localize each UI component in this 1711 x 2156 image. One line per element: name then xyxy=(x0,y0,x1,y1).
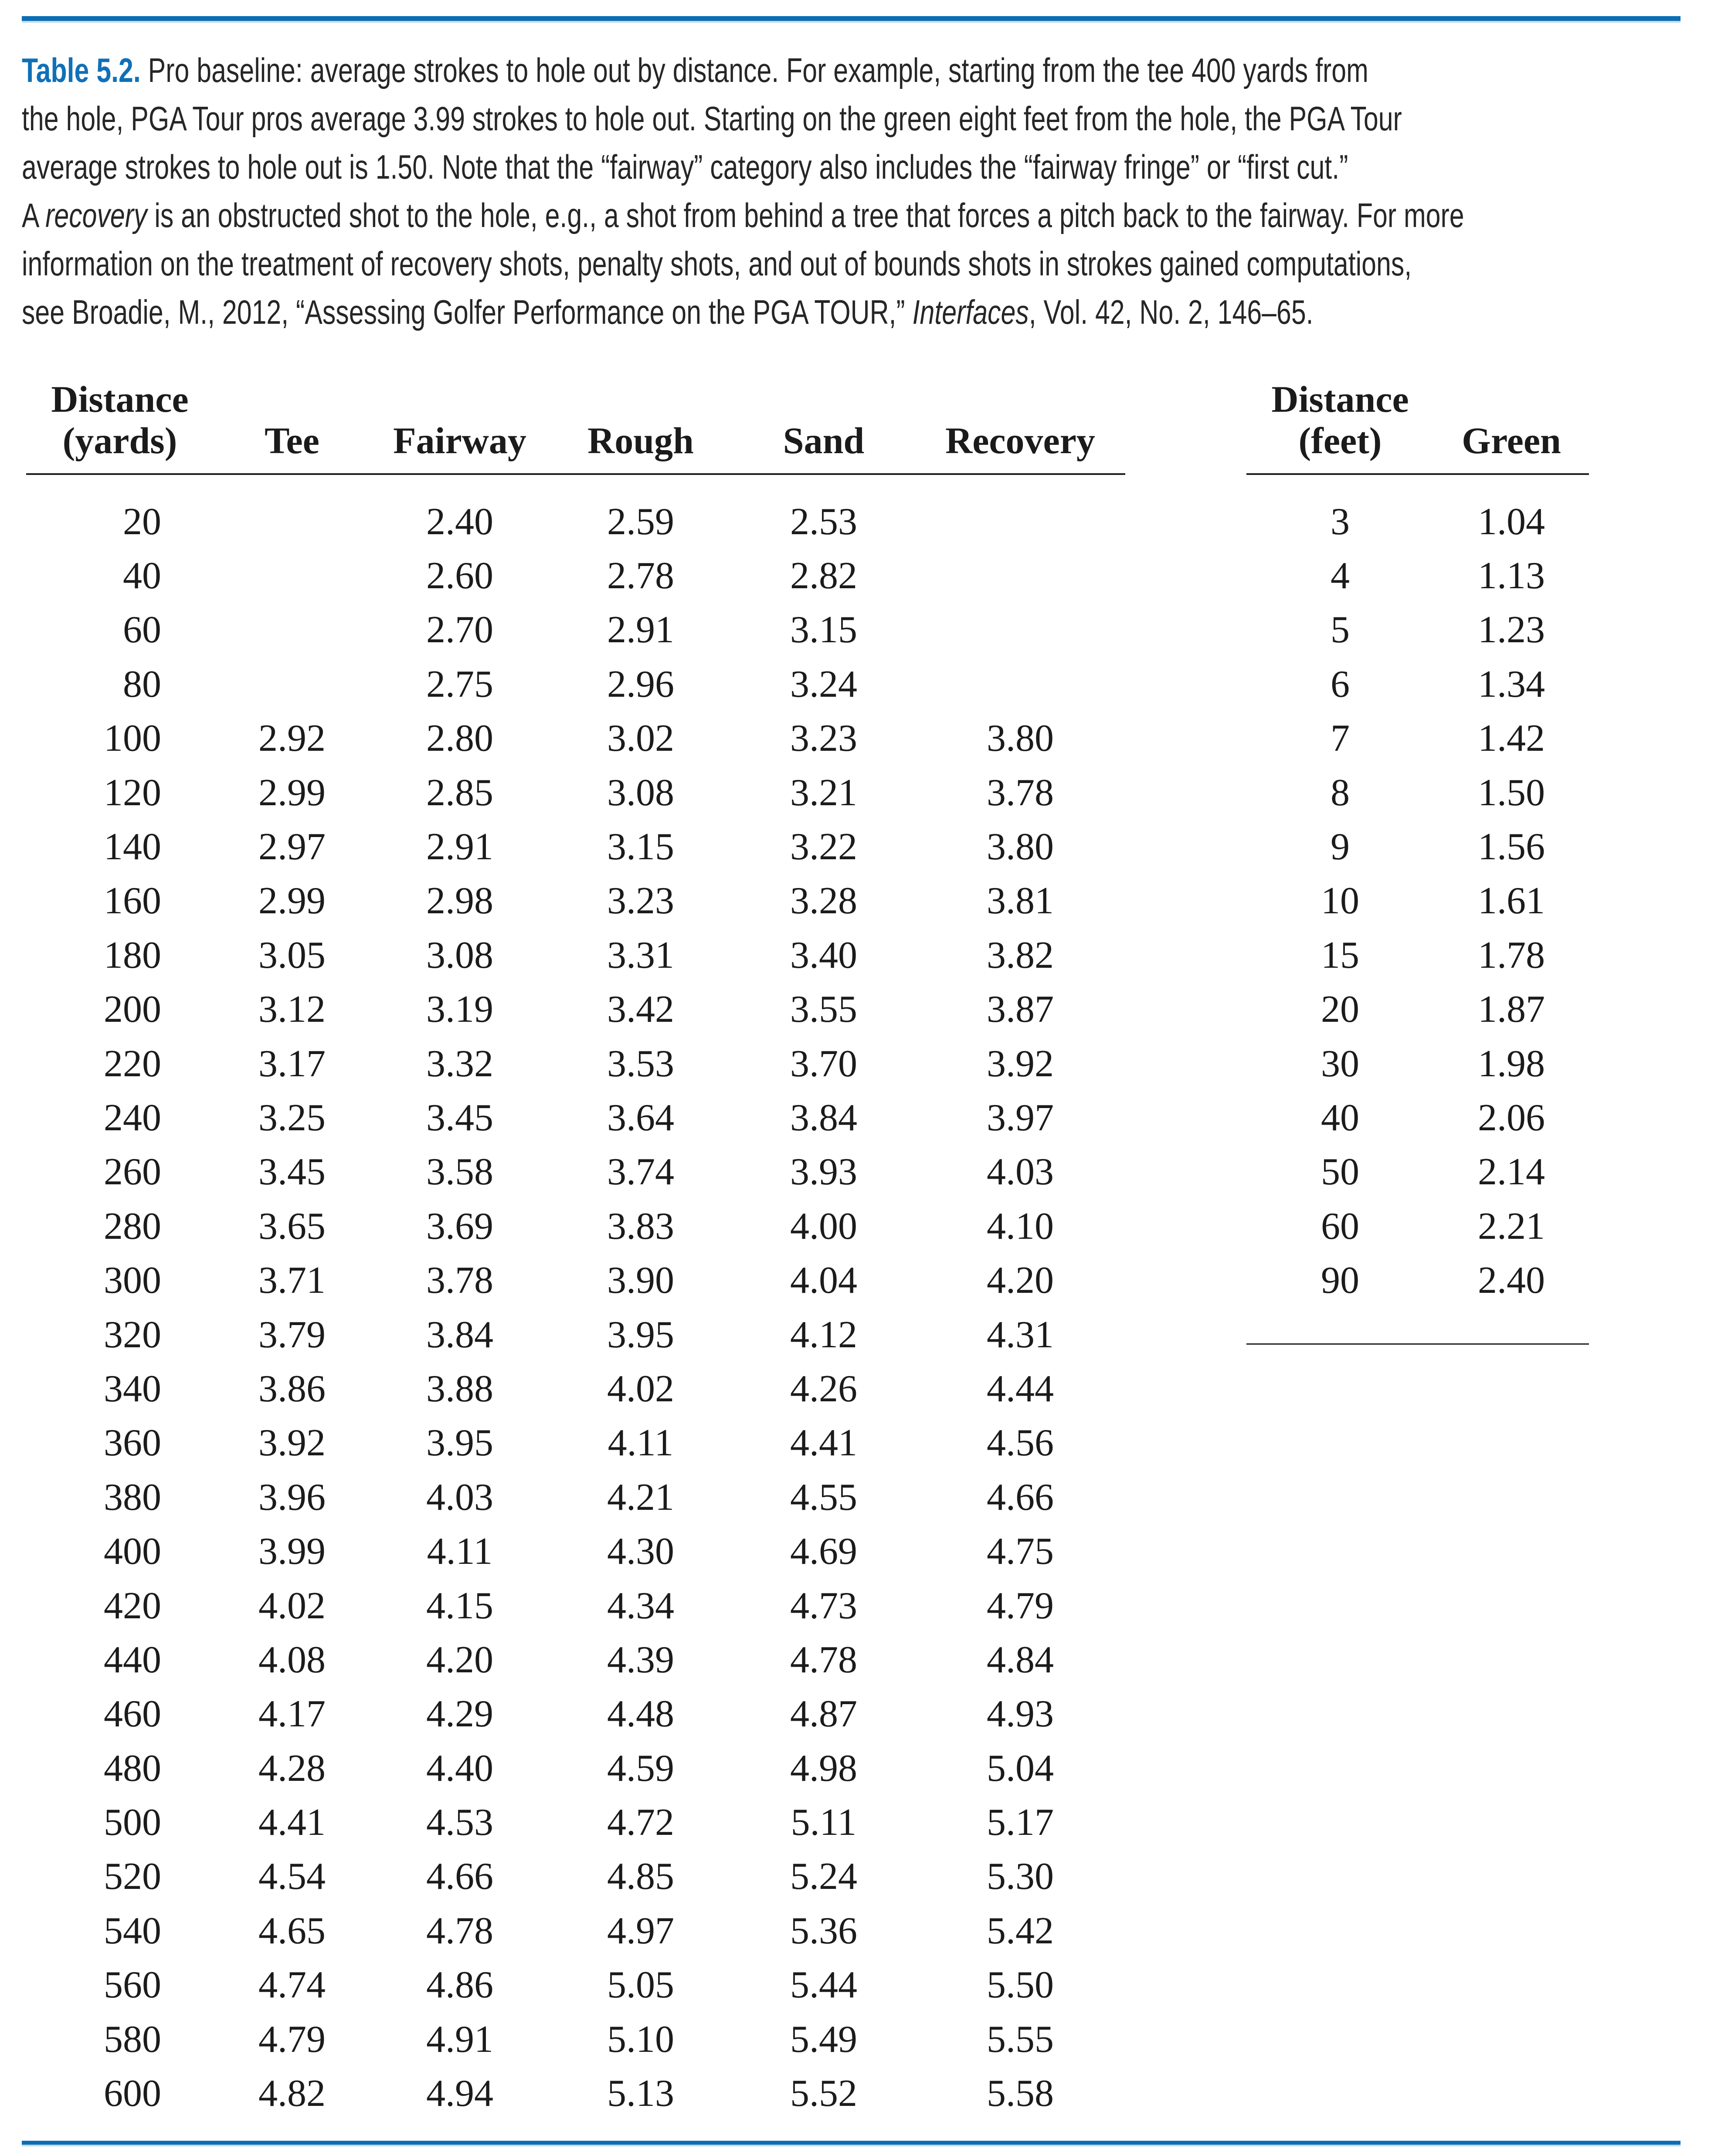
value-cell: 4.39 xyxy=(607,1638,674,1681)
row-distance: 50 xyxy=(1321,1151,1359,1193)
column-header: Fairway xyxy=(393,420,526,461)
value-cell: 1.23 xyxy=(1478,609,1545,651)
value-cell xyxy=(915,657,1125,711)
value-cell: 1.61 xyxy=(1478,880,1545,922)
value-cell: 3.87 xyxy=(987,988,1054,1031)
value-cell: 1.04 xyxy=(1478,500,1545,543)
row-distance: 80 xyxy=(123,663,161,705)
value-cell: 4.93 xyxy=(987,1693,1054,1736)
value-cell: 4.00 xyxy=(790,1205,857,1247)
value-cell: 3.15 xyxy=(607,826,674,868)
value-cell: 4.91 xyxy=(426,2018,493,2061)
value-cell: 5.36 xyxy=(790,1909,857,1952)
value-cell: 3.70 xyxy=(790,1042,857,1085)
row-distance: 100 xyxy=(104,717,161,760)
row-distance: 15 xyxy=(1321,934,1359,976)
column-header: Distance xyxy=(1271,378,1409,420)
value-cell: 4.72 xyxy=(607,1801,674,1844)
value-cell: 3.88 xyxy=(426,1367,493,1410)
column-header: (feet) xyxy=(1298,420,1382,461)
value-cell: 5.44 xyxy=(790,1964,857,2007)
value-cell: 2.40 xyxy=(426,500,493,543)
caption-text: average strokes to hole out is 1.50. Note that the “fairway” category also includes the “fairway fringe” or “first cut.” xyxy=(22,148,1348,186)
bottom-rule-bar xyxy=(22,2141,1680,2145)
value-cell: 3.95 xyxy=(426,1422,493,1464)
value-cell: 4.79 xyxy=(987,1584,1054,1627)
row-distance: 20 xyxy=(123,500,161,543)
row-distance: 420 xyxy=(104,1584,161,1627)
value-cell: 4.53 xyxy=(426,1801,493,1844)
value-cell: 5.17 xyxy=(987,1801,1054,1844)
value-cell: 4.41 xyxy=(258,1801,326,1844)
feet-table-header-rule xyxy=(1246,473,1589,475)
value-cell: 1.56 xyxy=(1478,826,1545,868)
value-cell: 4.30 xyxy=(607,1530,674,1573)
value-cell: 3.31 xyxy=(607,934,674,976)
value-cell: 3.58 xyxy=(426,1151,493,1193)
column-header xyxy=(915,377,1125,421)
value-cell: 3.92 xyxy=(258,1422,326,1464)
caption-table-number: Table 5.2. xyxy=(22,51,141,89)
value-cell: 5.30 xyxy=(987,1855,1054,1898)
value-cell: 4.74 xyxy=(258,1964,326,2007)
column-header xyxy=(732,377,915,421)
value-cell: 4.84 xyxy=(987,1638,1054,1681)
value-cell: 3.81 xyxy=(987,880,1054,922)
value-cell: 3.21 xyxy=(790,771,857,814)
value-cell: 4.54 xyxy=(258,1855,326,1898)
value-cell: 3.15 xyxy=(790,609,857,651)
value-cell: 2.53 xyxy=(790,500,857,543)
row-distance: 20 xyxy=(1321,988,1359,1031)
value-cell: 3.28 xyxy=(790,880,857,922)
value-cell: 3.55 xyxy=(790,988,857,1031)
value-cell: 4.26 xyxy=(790,1367,857,1410)
value-cell: 4.66 xyxy=(987,1476,1054,1519)
value-cell: 4.73 xyxy=(790,1584,857,1627)
value-cell: 1.50 xyxy=(1478,771,1545,814)
value-cell: 3.23 xyxy=(790,717,857,760)
value-cell: 3.69 xyxy=(426,1205,493,1247)
value-cell: 4.41 xyxy=(790,1422,857,1464)
value-cell: 5.52 xyxy=(790,2072,857,2115)
column-header xyxy=(370,377,549,421)
value-cell: 3.78 xyxy=(987,771,1054,814)
value-cell: 1.34 xyxy=(1478,663,1545,705)
value-cell: 2.99 xyxy=(258,771,326,814)
row-distance: 280 xyxy=(104,1205,161,1247)
value-cell: 3.53 xyxy=(607,1042,674,1085)
value-cell: 3.05 xyxy=(258,934,326,976)
value-cell xyxy=(915,549,1125,603)
value-cell: 5.24 xyxy=(790,1855,857,1898)
value-cell: 2.98 xyxy=(426,880,493,922)
value-cell: 1.98 xyxy=(1478,1042,1545,1085)
value-cell: 1.42 xyxy=(1478,717,1545,760)
value-cell: 2.96 xyxy=(607,663,674,705)
caption-text: see Broadie, M., 2012, “Assessing Golfer Performance on the PGA TOUR,” xyxy=(22,293,913,331)
value-cell: 4.03 xyxy=(987,1151,1054,1193)
row-distance: 40 xyxy=(123,555,161,597)
value-cell: 4.44 xyxy=(987,1367,1054,1410)
value-cell: 2.78 xyxy=(607,555,674,597)
value-cell: 3.84 xyxy=(790,1096,857,1139)
value-cell: 2.14 xyxy=(1478,1151,1545,1193)
value-cell: 3.12 xyxy=(258,988,326,1031)
caption-text: recovery xyxy=(45,196,147,234)
value-cell: 1.13 xyxy=(1478,555,1545,597)
value-cell: 5.05 xyxy=(607,1964,674,2007)
value-cell: 5.10 xyxy=(607,2018,674,2061)
value-cell: 2.85 xyxy=(426,771,493,814)
row-distance: 600 xyxy=(104,2072,161,2115)
row-distance: 240 xyxy=(104,1096,161,1139)
value-cell: 4.02 xyxy=(258,1584,326,1627)
row-distance: 260 xyxy=(104,1151,161,1193)
value-cell: 4.65 xyxy=(258,1909,326,1952)
row-distance: 30 xyxy=(1321,1042,1359,1085)
value-cell: 2.91 xyxy=(607,609,674,651)
caption-line xyxy=(22,95,1402,143)
row-distance: 180 xyxy=(104,934,161,976)
value-cell: 5.11 xyxy=(791,1801,857,1844)
value-cell: 3.90 xyxy=(607,1259,674,1302)
value-cell: 3.78 xyxy=(426,1259,493,1302)
row-distance: 60 xyxy=(123,609,161,651)
yards-table xyxy=(26,377,1125,2115)
value-cell: 2.97 xyxy=(258,826,326,868)
value-cell: 2.60 xyxy=(426,555,493,597)
value-cell: 3.80 xyxy=(987,826,1054,868)
value-cell xyxy=(214,495,370,549)
yards-table-body xyxy=(26,495,1125,2121)
value-cell: 4.15 xyxy=(426,1584,493,1627)
value-cell: 3.82 xyxy=(987,934,1054,976)
value-cell: 3.83 xyxy=(607,1205,674,1247)
value-cell: 4.10 xyxy=(987,1205,1054,1247)
value-cell: 4.20 xyxy=(987,1259,1054,1302)
value-cell: 3.42 xyxy=(607,988,674,1031)
value-cell: 4.66 xyxy=(426,1855,493,1898)
value-cell: 5.04 xyxy=(987,1747,1054,1790)
value-cell: 3.08 xyxy=(426,934,493,976)
caption-line xyxy=(22,191,1464,240)
value-cell: 3.23 xyxy=(607,880,674,922)
column-header: Tee xyxy=(265,420,319,461)
row-distance: 6 xyxy=(1331,663,1350,705)
value-cell: 4.20 xyxy=(426,1638,493,1681)
value-cell: 4.85 xyxy=(607,1855,674,1898)
row-distance: 540 xyxy=(104,1909,161,1952)
value-cell: 3.40 xyxy=(790,934,857,976)
row-distance: 340 xyxy=(104,1367,161,1410)
value-cell: 3.93 xyxy=(790,1151,857,1193)
value-cell: 3.19 xyxy=(426,988,493,1031)
row-distance: 220 xyxy=(104,1042,161,1085)
feet-table-header-line2 xyxy=(1246,419,1589,460)
caption-line xyxy=(22,288,1327,336)
value-cell: 4.75 xyxy=(987,1530,1054,1573)
yards-table-header-rule xyxy=(26,473,1125,475)
value-cell: 3.17 xyxy=(258,1042,326,1085)
value-cell: 2.70 xyxy=(426,609,493,651)
top-rule-bar xyxy=(22,16,1680,21)
caption-text: Pro baseline: average strokes to hole out by distance. For example, starting from the tee 400 yards from xyxy=(140,51,1368,89)
value-cell: 3.64 xyxy=(607,1096,674,1139)
value-cell: 4.56 xyxy=(987,1422,1054,1464)
value-cell: 2.21 xyxy=(1478,1205,1545,1247)
value-cell: 3.45 xyxy=(426,1096,493,1139)
value-cell: 3.45 xyxy=(258,1151,326,1193)
value-cell: 4.21 xyxy=(607,1476,674,1519)
value-cell xyxy=(915,495,1125,549)
value-cell: 4.34 xyxy=(607,1584,674,1627)
value-cell: 3.97 xyxy=(987,1096,1054,1139)
caption-text: Interfaces xyxy=(912,293,1029,331)
column-header: Distance xyxy=(51,378,189,420)
value-cell: 4.79 xyxy=(258,2018,326,2061)
value-cell: 4.82 xyxy=(258,2072,326,2115)
value-cell: 4.29 xyxy=(426,1693,493,1736)
value-cell: 3.99 xyxy=(258,1530,326,1573)
row-distance: 500 xyxy=(104,1801,161,1844)
value-cell: 2.80 xyxy=(426,717,493,760)
value-cell: 4.17 xyxy=(258,1693,326,1736)
value-cell: 2.82 xyxy=(790,555,857,597)
value-cell: 3.71 xyxy=(258,1259,326,1302)
row-distance: 10 xyxy=(1321,880,1359,922)
value-cell: 2.06 xyxy=(1478,1096,1545,1139)
row-distance: 90 xyxy=(1321,1259,1359,1302)
row-distance: 9 xyxy=(1331,826,1350,868)
column-header: Rough xyxy=(587,420,694,461)
value-cell: 5.50 xyxy=(987,1964,1054,2007)
value-cell: 4.28 xyxy=(258,1747,326,1790)
row-distance: 320 xyxy=(104,1313,161,1356)
feet-table-header-line1 xyxy=(1246,377,1589,419)
value-cell: 4.40 xyxy=(426,1747,493,1790)
feet-table-body xyxy=(1246,495,1589,1308)
row-distance: 440 xyxy=(104,1638,161,1681)
value-cell: 3.84 xyxy=(426,1313,493,1356)
caption-text: , Vol. 42, No. 2, 146–65. xyxy=(1029,293,1314,331)
value-cell: 4.04 xyxy=(790,1259,857,1302)
row-distance: 520 xyxy=(104,1855,161,1898)
value-cell: 4.11 xyxy=(427,1530,493,1573)
column-header: (yards) xyxy=(62,420,177,461)
value-cell: 3.79 xyxy=(258,1313,326,1356)
feet-table-bottom-rule xyxy=(1246,1343,1589,1345)
row-distance: 60 xyxy=(1321,1205,1359,1247)
value-cell xyxy=(214,603,370,657)
value-cell: 3.02 xyxy=(607,717,674,760)
value-cell: 3.08 xyxy=(607,771,674,814)
column-header: Green xyxy=(1462,420,1561,461)
value-cell: 5.42 xyxy=(987,1909,1054,1952)
column-header xyxy=(549,377,732,421)
value-cell: 4.98 xyxy=(790,1747,857,1790)
caption-text: is an obstructed shot to the hole, e.g., a shot from behind a tree that forces a pitch back to the fairway. For more xyxy=(147,196,1464,234)
row-distance: 380 xyxy=(104,1476,161,1519)
row-distance: 8 xyxy=(1331,771,1350,814)
value-cell xyxy=(915,603,1125,657)
row-distance: 160 xyxy=(104,880,161,922)
value-cell: 2.92 xyxy=(258,717,326,760)
value-cell: 4.11 xyxy=(608,1422,674,1464)
value-cell: 3.95 xyxy=(607,1313,674,1356)
value-cell: 5.49 xyxy=(790,2018,857,2061)
value-cell: 4.78 xyxy=(790,1638,857,1681)
feet-table xyxy=(1246,377,1589,1302)
row-distance: 3 xyxy=(1331,500,1350,543)
value-cell: 5.13 xyxy=(607,2072,674,2115)
row-distance: 480 xyxy=(104,1747,161,1790)
column-header xyxy=(1434,377,1589,421)
column-header: Recovery xyxy=(945,420,1095,461)
value-cell: 5.55 xyxy=(987,2018,1054,2061)
row-distance: 140 xyxy=(104,826,161,868)
value-cell xyxy=(214,657,370,711)
value-cell: 4.59 xyxy=(607,1747,674,1790)
value-cell: 2.91 xyxy=(426,826,493,868)
row-distance: 4 xyxy=(1331,555,1350,597)
caption-line xyxy=(22,143,1348,191)
value-cell: 4.08 xyxy=(258,1638,326,1681)
value-cell: 3.80 xyxy=(987,717,1054,760)
row-distance: 400 xyxy=(104,1530,161,1573)
row-distance: 40 xyxy=(1321,1096,1359,1139)
table-caption xyxy=(22,46,1695,336)
value-cell: 2.99 xyxy=(258,880,326,922)
value-cell: 3.96 xyxy=(258,1476,326,1519)
value-cell: 3.74 xyxy=(607,1151,674,1193)
row-distance: 360 xyxy=(104,1422,161,1464)
row-distance: 200 xyxy=(104,988,161,1031)
value-cell: 1.78 xyxy=(1478,934,1545,976)
value-cell: 4.97 xyxy=(607,1909,674,1952)
caption-text: the hole, PGA Tour pros average 3.99 strokes to hole out. Starting on the green eight feet from the hole, the PGA Tour xyxy=(22,99,1402,138)
value-cell: 3.32 xyxy=(426,1042,493,1085)
value-cell: 4.55 xyxy=(790,1476,857,1519)
value-cell: 5.58 xyxy=(987,2072,1054,2115)
value-cell: 4.12 xyxy=(790,1313,857,1356)
row-distance: 300 xyxy=(104,1259,161,1302)
column-header: Sand xyxy=(783,420,865,461)
value-cell: 3.22 xyxy=(790,826,857,868)
row-distance: 120 xyxy=(104,771,161,814)
row-distance: 580 xyxy=(104,2018,161,2061)
value-cell: 4.48 xyxy=(607,1693,674,1736)
value-cell: 2.75 xyxy=(426,663,493,705)
row-distance: 7 xyxy=(1331,717,1350,760)
caption-line xyxy=(22,46,1368,95)
caption-text: A xyxy=(22,196,46,234)
value-cell: 4.87 xyxy=(790,1693,857,1736)
yards-table-header-line1 xyxy=(26,377,1125,419)
value-cell: 4.86 xyxy=(426,1964,493,2007)
value-cell: 4.03 xyxy=(426,1476,493,1519)
value-cell xyxy=(214,549,370,603)
value-cell: 4.31 xyxy=(987,1313,1054,1356)
value-cell: 2.59 xyxy=(607,500,674,543)
caption-line xyxy=(22,240,1412,288)
value-cell: 2.40 xyxy=(1478,1259,1545,1302)
column-header xyxy=(214,377,370,421)
value-cell: 4.02 xyxy=(607,1367,674,1410)
row-distance: 560 xyxy=(104,1964,161,2007)
value-cell: 1.87 xyxy=(1478,988,1545,1031)
value-cell: 3.65 xyxy=(258,1205,326,1247)
value-cell: 4.69 xyxy=(790,1530,857,1573)
value-cell: 3.24 xyxy=(790,663,857,705)
value-cell: 3.86 xyxy=(258,1367,326,1410)
row-distance: 460 xyxy=(104,1693,161,1736)
value-cell: 4.94 xyxy=(426,2072,493,2115)
yards-table-header-line2 xyxy=(26,419,1125,460)
caption-text: information on the treatment of recovery shots, penalty shots, and out of bounds shots in strokes gained computations, xyxy=(22,244,1412,283)
row-distance: 5 xyxy=(1331,609,1350,651)
value-cell: 4.78 xyxy=(426,1909,493,1952)
value-cell: 3.25 xyxy=(258,1096,326,1139)
value-cell: 3.92 xyxy=(987,1042,1054,1085)
